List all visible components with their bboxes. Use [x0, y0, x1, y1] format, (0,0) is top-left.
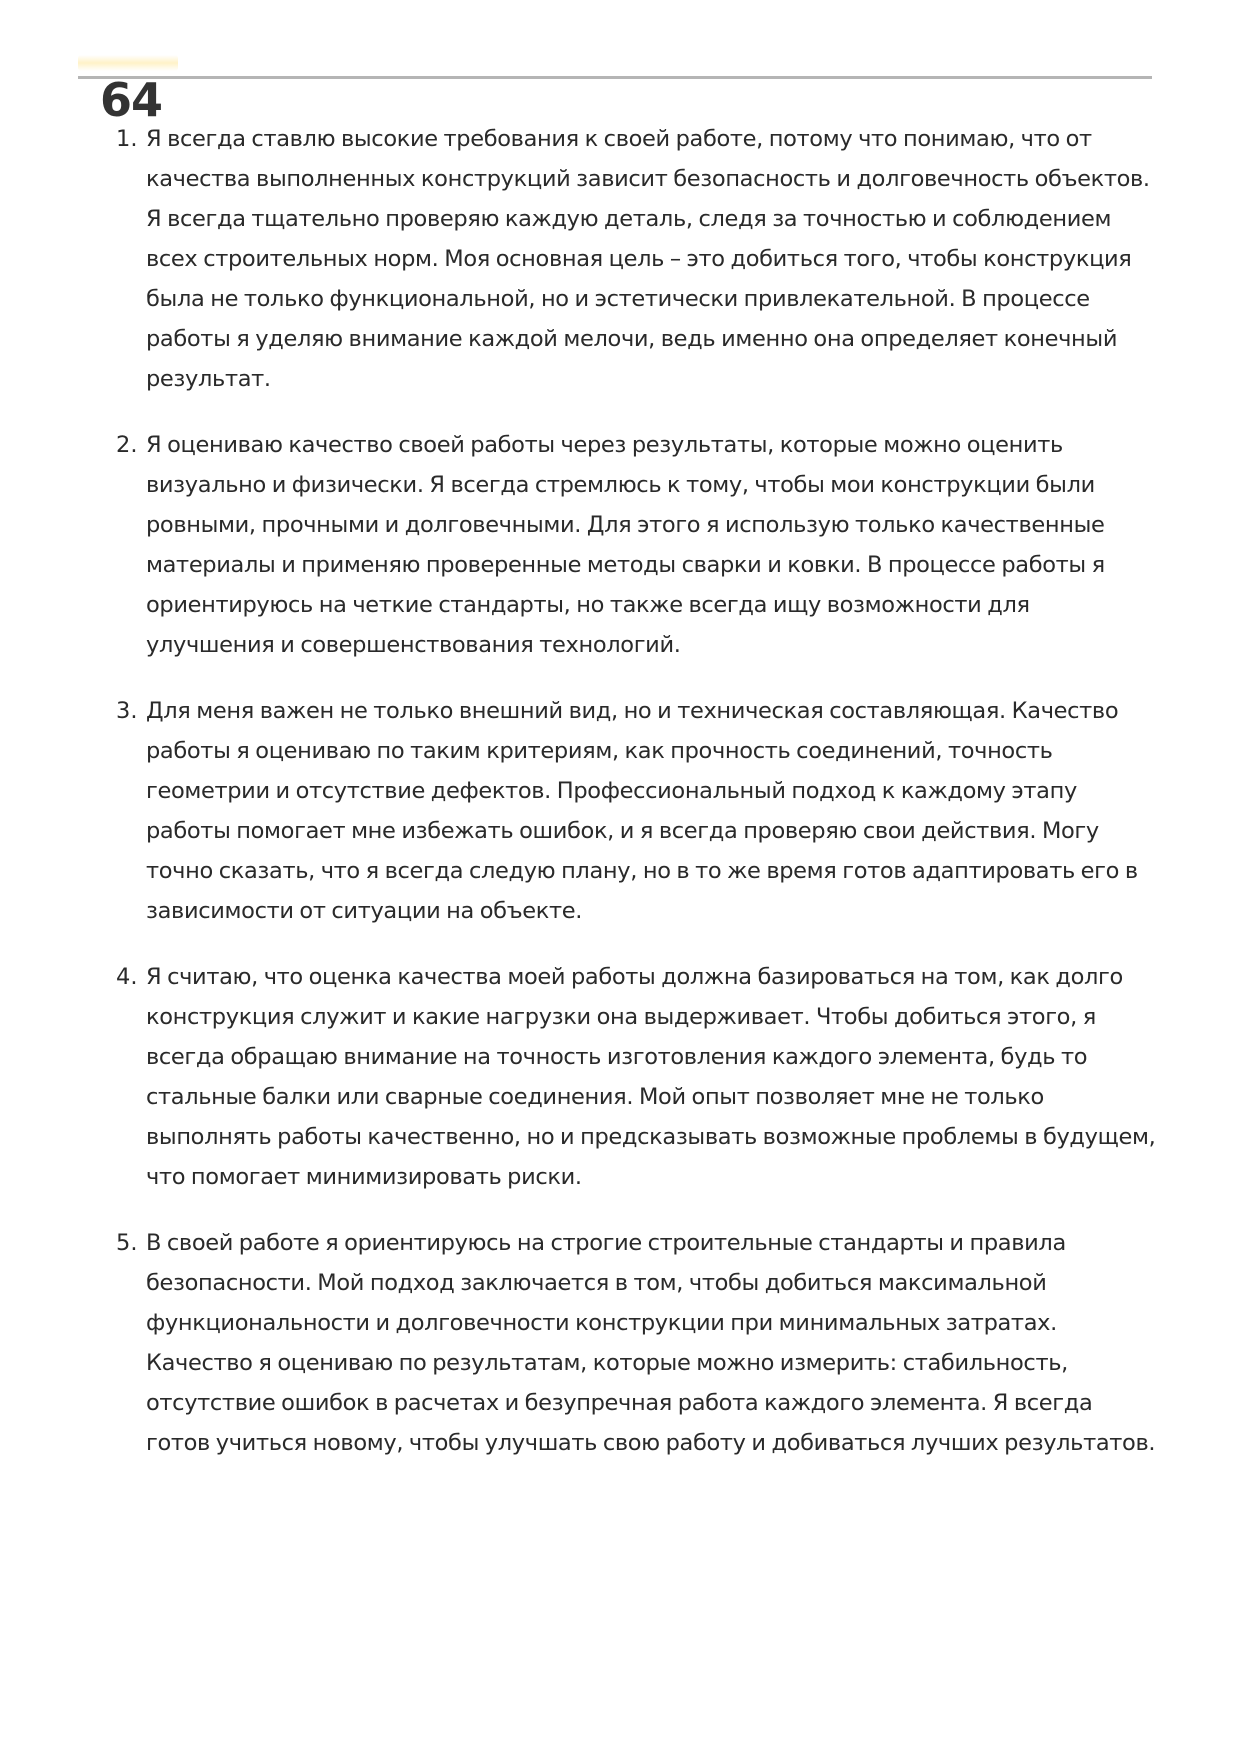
answers-list — [0, 119, 1239, 1489]
answer-number: 4. — [116, 964, 138, 990]
answer-text: Для меня важен не только внешний вид, но и техническая составляющая. Качество работы я оцениваю по таким критериям, как прочность соединений, точность геометрии и отсутствие дефектов. Профессиональный подход к каждому этапу работы помогает мне избежать ошибок, и я всегда проверяю свои действия. Могу точно сказать, что я всегда следую плану, но в то же время готов адаптировать его в зависимости от ситуации на объекте. — [146, 698, 1138, 924]
header-rule — [78, 76, 1152, 79]
answer-text: Я считаю, что оценка качества моей работы должна базироваться на том, как долго конструкция служит и какие нагрузки она выдерживает. Чтобы добиться этого, я всегда обращаю внимание на точность изготовления каждого элемента, будь то стальные балки или сварные соединения. Мой опыт позволяет мне не только выполнять работы качественно, но и предсказывать возможные проблемы в будущем, что помогает минимизировать риски. — [146, 964, 1156, 1190]
answer-text: Я всегда ставлю высокие требования к своей работе, потому что понимаю, что от качества выполненных конструкций зависит безопасность и долговечность объектов. Я всегда тщательно проверяю каждую деталь, следя за точностью и соблюдением всех строительных норм. Моя основная цель – это добиться того, чтобы конструкция была не только функциональной, но и эстетически привлекательной. В процессе работы я уделяю внимание каждой мелочи, ведь именно она определяет конечный результат. — [146, 126, 1150, 392]
answer-number: 1. — [116, 126, 138, 152]
answer-number: 3. — [116, 698, 138, 724]
header-highlight — [78, 55, 178, 71]
answer-text: Я оцениваю качество своей работы через результаты, которые можно оценить визуально и физически. Я всегда стремлюсь к тому, чтобы мои конструкции были ровными, прочными и долговечными. Для этого я использую только качественные материалы и применяю проверенные методы сварки и ковки. В процессе работы я ориентируюсь на четкие стандарты, но также всегда ищу возможности для улучшения и совершенствования технологий. — [146, 432, 1105, 658]
answer-number: 5. — [116, 1230, 138, 1256]
answer-item — [0, 425, 1239, 665]
answer-number: 2. — [116, 432, 138, 458]
answer-item — [0, 119, 1239, 399]
answer-item — [0, 1223, 1239, 1463]
answer-item — [0, 691, 1239, 931]
page-number: 64 — [100, 73, 163, 127]
answer-item — [0, 957, 1239, 1197]
answer-text: В своей работе я ориентируюсь на строгие строительные стандарты и правила безопасности. Мой подход заключается в том, чтобы добиться максимальной функциональности и долговечности конструкции при минимальных затратах. Качество я оцениваю по результатам, которые можно измерить: стабильность, отсутствие ошибок в расчетах и безупречная работа каждого элемента. Я всегда готов учиться новому, чтобы улучшать свою работу и добиваться лучших результатов. — [146, 1230, 1156, 1456]
